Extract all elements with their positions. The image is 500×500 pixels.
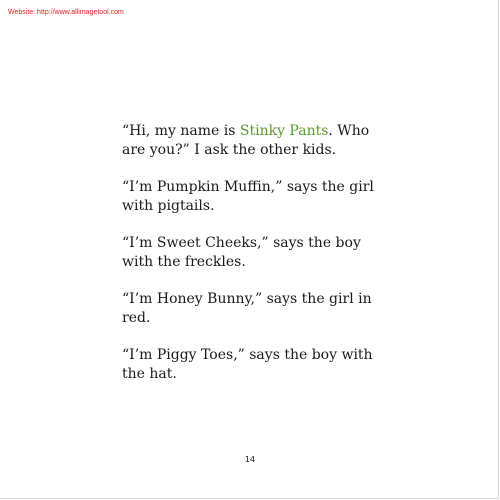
website-watermark: Website: http://www.allimagetool.com bbox=[8, 9, 124, 16]
paragraph-piggy-toes: “I’m Piggy Toes,” says the boy with the hat. bbox=[122, 347, 373, 382]
paragraph-intro-before: “Hi, my name is bbox=[122, 123, 240, 139]
paragraph-intro bbox=[122, 122, 382, 160]
paragraph-sweet-cheeks: “I’m Sweet Cheeks,” says the boy with the freckles. bbox=[122, 235, 361, 270]
highlighted-name: Stinky Pants bbox=[239, 123, 329, 139]
page-number: 14 bbox=[244, 455, 256, 464]
paragraph-pumpkin-muffin: “I’m Pumpkin Muffin,” says the girl with pigtails. bbox=[122, 179, 374, 214]
paragraph-honey-bunny: “I’m Honey Bunny,” says the girl in red. bbox=[122, 291, 372, 326]
story-text bbox=[122, 122, 382, 402]
paragraph-intro-after: . Who are you?” I ask the other kids. bbox=[122, 123, 370, 158]
